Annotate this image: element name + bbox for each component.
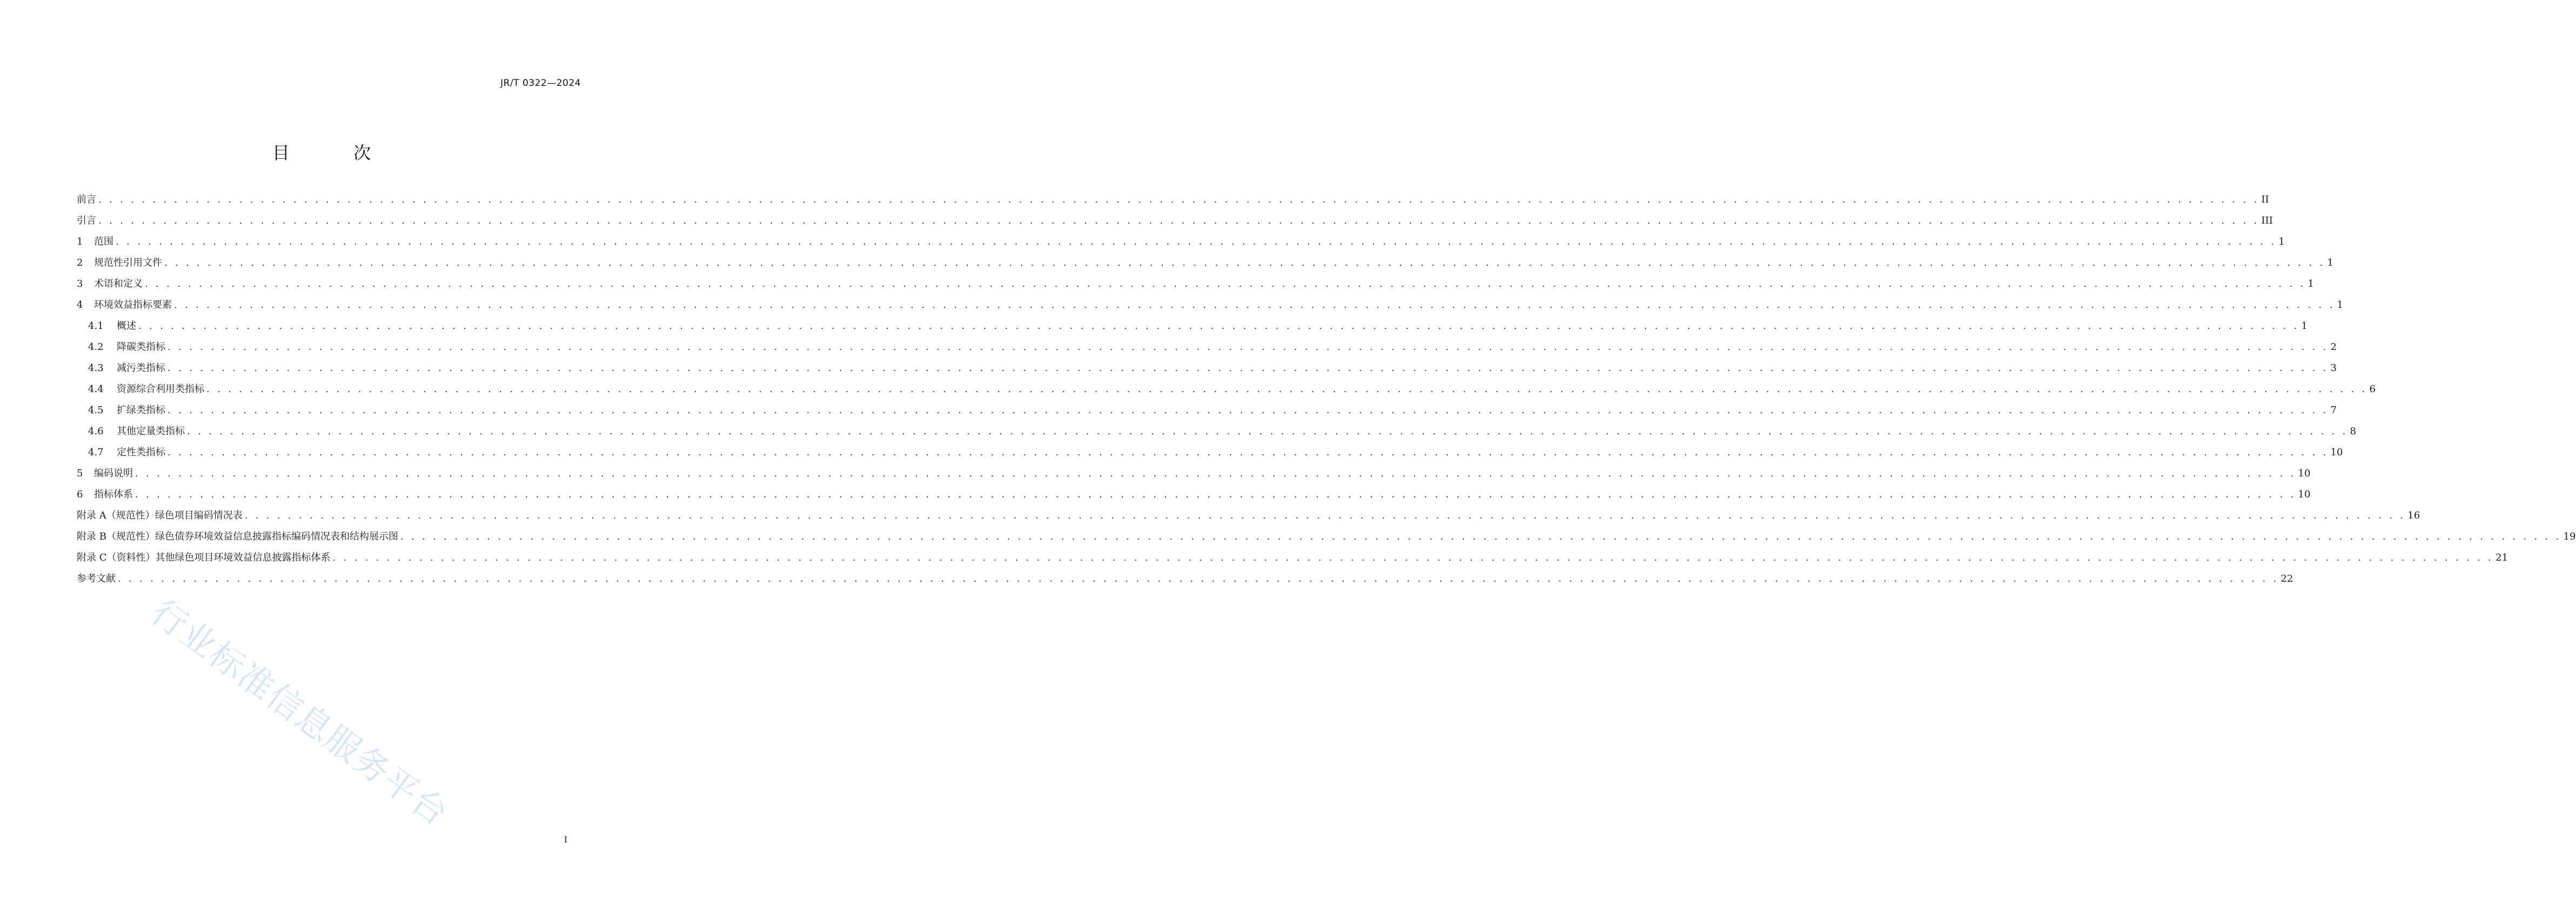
standard-code: JR/T 0322—2024 bbox=[500, 78, 581, 89]
toc-entry-page: 3 bbox=[2330, 362, 2337, 374]
toc-entry-label: 其他定量类指标 bbox=[117, 426, 185, 437]
toc-dot-leader: . . . . . . . . . . . . . . . . . . . . . . . . . . . . . . . . . . . . . . . . . . . . . . . . . . . . . . . . . . . . . . . . . . . . . . . . . . . . . . . . . . . . . . . . . . . . . . . . . . . . . . . . . . . . . . . . . . . . . . . . . . . . . . . . . . . . . . . . . . . . . . . . . . . . . . . . . . . . . . . . . . . . . . . . . . . . . . . . . . . . . . . . . . . . . . . . . . . . . . . . bbox=[116, 236, 2277, 247]
toc-entry-label: 规范性引用文件 bbox=[94, 257, 162, 268]
toc-entry-page: 10 bbox=[2298, 489, 2311, 500]
toc-entry-page: 1 bbox=[2278, 236, 2285, 247]
toc-entry-label: 资源综合利用类指标 bbox=[117, 383, 204, 395]
toc-entry-label: 附录 A（规范性）绿色项目编码情况表 bbox=[77, 510, 243, 521]
toc-entry-label: 定性类指标 bbox=[117, 447, 165, 458]
page-number: I bbox=[564, 834, 567, 845]
toc-entry-number: 6 bbox=[77, 489, 83, 500]
toc-dot-leader: . . . . . . . . . . . . . . . . . . . . . . . . . . . . . . . . . . . . . . . . . . . . . . . . . . . . . . . . . . . . . . . . . . . . . . . . . . . . . . . . . . . . . . . . . . . . . . . . . . . . . . . . . . . . . . . . . . . . . . . . . . . . . . . . . . . . . . . . . . . . . . . . . . . . . . . . . . . . . . . . . . . . . . . . . . . . . . . . . . . . . . . . . . . . . . . . . . . . . . . . bbox=[138, 320, 2299, 332]
toc-entry[interactable] bbox=[77, 299, 2344, 320]
toc-entry-number: 2 bbox=[77, 257, 83, 268]
toc-entry[interactable] bbox=[77, 320, 2308, 341]
toc-entry-page: 10 bbox=[2298, 468, 2311, 479]
toc-entry-number: 4.1 bbox=[88, 320, 104, 332]
toc-dot-leader: . . . . . . . . . . . . . . . . . . . . . . . . . . . . . . . . . . . . . . . . . . . . . . . . . . . . . . . . . . . . . . . . . . . . . . . . . . . . . . . . . . . . . . . . . . . . . . . . . . . . . . . . . . . . . . . . . . . . . . . . . . . . . . . . . . . . . . . . . . . . . . . . . . . . . . . . . . . . . . . . . . . . . . . . . . . . . . . . . . . . . . . . . . . . . . . . . . . . . . . . bbox=[98, 215, 2259, 226]
toc-entry[interactable] bbox=[77, 214, 2273, 235]
toc-entry-number: 1 bbox=[77, 236, 83, 247]
toc-entry[interactable] bbox=[77, 530, 2576, 551]
toc-entry-number: 4 bbox=[77, 299, 83, 311]
toc-dot-leader: . . . . . . . . . . . . . . . . . . . . . . . . . . . . . . . . . . . . . . . . . . . . . . . . . . . . . . . . . . . . . . . . . . . . . . . . . . . . . . . . . . . . . . . . . . . . . . . . . . . . . . . . . . . . . . . . . . . . . . . . . . . . . . . . . . . . . . . . . . . . . . . . . . . . . . . . . . . . . . . . . . . . . . . . . . . . . . . . . . . . . . . . . . . . . . . . . . . . . . . . bbox=[244, 510, 2406, 521]
toc-dot-leader: . . . . . . . . . . . . . . . . . . . . . . . . . . . . . . . . . . . . . . . . . . . . . . . . . . . . . . . . . . . . . . . . . . . . . . . . . . . . . . . . . . . . . . . . . . . . . . . . . . . . . . . . . . . . . . . . . . . . . . . . . . . . . . . . . . . . . . . . . . . . . . . . . . . . . . . . . . . . . . . . . . . . . . . . . . . . . . . . . . . . . . . . . . . . . . . . . . . . . . . . bbox=[168, 362, 2329, 374]
toc-entry-number: 4.4 bbox=[88, 383, 104, 395]
toc-entry[interactable] bbox=[77, 467, 2311, 488]
toc-entry-page: 10 bbox=[2330, 447, 2343, 458]
toc-entry-label: 概述 bbox=[117, 320, 136, 332]
toc-entry-number: 4.7 bbox=[88, 447, 104, 458]
toc-entry-page: 21 bbox=[2495, 552, 2508, 563]
toc-entry-page: III bbox=[2261, 215, 2273, 226]
toc-entry-page: 8 bbox=[2350, 426, 2357, 437]
toc-entry[interactable] bbox=[77, 573, 2293, 594]
toc-dot-leader: . . . . . . . . . . . . . . . . . . . . . . . . . . . . . . . . . . . . . . . . . . . . . . . . . . . . . . . . . . . . . . . . . . . . . . . . . . . . . . . . . . . . . . . . . . . . . . . . . . . . . . . . . . . . . . . . . . . . . . . . . . . . . . . . . . . . . . . . . . . . . . . . . . . . . . . . . . . . . . . . . . . . . . . . . . . . . . . . . . . . . . . . . . . . . . . . . . . . . . . . bbox=[174, 299, 2335, 311]
toc-entry[interactable] bbox=[77, 257, 2334, 278]
toc-dot-leader: . . . . . . . . . . . . . . . . . . . . . . . . . . . . . . . . . . . . . . . . . . . . . . . . . . . . . . . . . . . . . . . . . . . . . . . . . . . . . . . . . . . . . . . . . . . . . . . . . . . . . . . . . . . . . . . . . . . . . . . . . . . . . . . . . . . . . . . . . . . . . . . . . . . . . . . . . . . . . . . . . . . . . . . . . . . . . . . . . . . . . . . . . . . . . . . . . . . . . . . . bbox=[135, 468, 2296, 479]
toc-entry[interactable] bbox=[77, 509, 2420, 530]
toc-entry-label: 指标体系 bbox=[94, 489, 133, 500]
toc-dot-leader: . . . . . . . . . . . . . . . . . . . . . . . . . . . . . . . . . . . . . . . . . . . . . . . . . . . . . . . . . . . . . . . . . . . . . . . . . . . . . . . . . . . . . . . . . . . . . . . . . . . . . . . . . . . . . . . . . . . . . . . . . . . . . . . . . . . . . . . . . . . . . . . . . . . . . . . . . . . . . . . . . . . . . . . . . . . . . . . . . . . . . . . . . . . . . . . . . . . . . . . . bbox=[145, 278, 2306, 289]
toc-entry-page: 2 bbox=[2330, 341, 2337, 353]
toc-entry-label: 环境效益指标要素 bbox=[94, 299, 172, 311]
toc-entry-number: 4.3 bbox=[88, 362, 104, 374]
toc-entry-label: 减污类指标 bbox=[117, 362, 165, 374]
toc-entry-number: 4.5 bbox=[88, 405, 104, 416]
toc-entry[interactable] bbox=[77, 404, 2337, 425]
toc-entry[interactable] bbox=[77, 193, 2269, 214]
toc-dot-leader: . . . . . . . . . . . . . . . . . . . . . . . . . . . . . . . . . . . . . . . . . . . . . . . . . . . . . . . . . . . . . . . . . . . . . . . . . . . . . . . . . . . . . . . . . . . . . . . . . . . . . . . . . . . . . . . . . . . . . . . . . . . . . . . . . . . . . . . . . . . . . . . . . . . . . . . . . . . . . . . . . . . . . . . . . . . . . . . . . . . . . . . . . . . . . . . . . . . . . . . . bbox=[206, 383, 2367, 395]
toc-entry-number: 5 bbox=[77, 468, 83, 479]
toc-entry-label: 引言 bbox=[77, 215, 96, 226]
toc-entry[interactable] bbox=[77, 341, 2337, 362]
toc-entry-number: 3 bbox=[77, 278, 83, 289]
toc-dot-leader: . . . . . . . . . . . . . . . . . . . . . . . . . . . . . . . . . . . . . . . . . . . . . . . . . . . . . . . . . . . . . . . . . . . . . . . . . . . . . . . . . . . . . . . . . . . . . . . . . . . . . . . . . . . . . . . . . . . . . . . . . . . . . . . . . . . . . . . . . . . . . . . . . . . . . . . . . . . . . . . . . . . . . . . . . . . . . . . . . . . . . . . . . . . . . . . . . . . . . . . . bbox=[187, 426, 2348, 437]
toc-entry[interactable] bbox=[77, 425, 2357, 446]
toc-entry-page: 1 bbox=[2327, 257, 2334, 268]
page-title: 目 次 bbox=[272, 143, 400, 163]
toc-dot-leader: . . . . . . . . . . . . . . . . . . . . . . . . . . . . . . . . . . . . . . . . . . . . . . . . . . . . . . . . . . . . . . . . . . . . . . . . . . . . . . . . . . . . . . . . . . . . . . . . . . . . . . . . . . . . . . . . . . . . . . . . . . . . . . . . . . . . . . . . . . . . . . . . . . . . . . . . . . . . . . . . . . . . . . . . . . . . . . . . . . . . . . . . . . . . . . . . . . . . . . . . bbox=[164, 257, 2325, 268]
toc-dot-leader: . . . . . . . . . . . . . . . . . . . . . . . . . . . . . . . . . . . . . . . . . . . . . . . . . . . . . . . . . . . . . . . . . . . . . . . . . . . . . . . . . . . . . . . . . . . . . . . . . . . . . . . . . . . . . . . . . . . . . . . . . . . . . . . . . . . . . . . . . . . . . . . . . . . . . . . . . . . . . . . . . . . . . . . . . . . . . . . . . . . . . . . . . . . . . . . . . . . . . . . . bbox=[168, 405, 2329, 416]
toc-entry-label: 编码说明 bbox=[94, 468, 133, 479]
toc-entry-page: 1 bbox=[2307, 278, 2314, 289]
toc-dot-leader: . . . . . . . . . . . . . . . . . . . . . . . . . . . . . . . . . . . . . . . . . . . . . . . . . . . . . . . . . . . . . . . . . . . . . . . . . . . . . . . . . . . . . . . . . . . . . . . . . . . . . . . . . . . . . . . . . . . . . . . . . . . . . . . . . . . . . . . . . . . . . . . . . . . . . . . . . . . . . . . . . . . . . . . . . . . . . . . . . . . . . . . . . . . . . . . . . . . . . . . . bbox=[332, 552, 2494, 563]
watermark: 行业标准信息服务平台 bbox=[143, 592, 456, 834]
toc-entry[interactable] bbox=[77, 488, 2311, 509]
toc-dot-leader: . . . . . . . . . . . . . . . . . . . . . . . . . . . . . . . . . . . . . . . . . . . . . . . . . . . . . . . . . . . . . . . . . . . . . . . . . . . . . . . . . . . . . . . . . . . . . . . . . . . . . . . . . . . . . . . . . . . . . . . . . . . . . . . . . . . . . . . . . . . . . . . . . . . . . . . . . . . . . . . . . . . . . . . . . . . . . . . . . . . . . . . . . . . . . . . . . . . . . . . . bbox=[135, 489, 2296, 500]
toc-entry-page: 19 bbox=[2563, 531, 2576, 542]
toc-entry[interactable] bbox=[77, 551, 2508, 573]
toc-entry[interactable] bbox=[77, 362, 2337, 383]
toc-entry[interactable] bbox=[77, 446, 2343, 467]
toc-dot-leader: . . . . . . . . . . . . . . . . . . . . . . . . . . . . . . . . . . . . . . . . . . . . . . . . . . . . . . . . . . . . . . . . . . . . . . . . . . . . . . . . . . . . . . . . . . . . . . . . . . . . . . . . . . . . . . . . . . . . . . . . . . . . . . . . . . . . . . . . . . . . . . . . . . . . . . . . . . . . . . . . . . . . . . . . . . . . . . . . . . . . . . . . . . . . . . . . . . . . . . . . bbox=[118, 573, 2279, 584]
toc-entry-label: 附录 C（资料性）其他绿色项目环境效益信息披露指标体系 bbox=[77, 552, 331, 563]
toc-entry-label: 附录 B（规范性）绿色债券环境效益信息披露指标编码情况表和结构展示图 bbox=[77, 531, 398, 542]
toc-entry-label: 范围 bbox=[94, 236, 113, 247]
toc-entry-number: 4.6 bbox=[88, 426, 104, 437]
toc-dot-leader: . . . . . . . . . . . . . . . . . . . . . . . . . . . . . . . . . . . . . . . . . . . . . . . . . . . . . . . . . . . . . . . . . . . . . . . . . . . . . . . . . . . . . . . . . . . . . . . . . . . . . . . . . . . . . . . . . . . . . . . . . . . . . . . . . . . . . . . . . . . . . . . . . . . . . . . . . . . . . . . . . . . . . . . . . . . . . . . . . . . . . . . . . . . . . . . . . . . . . . . . bbox=[168, 341, 2329, 353]
toc-entry-page: 16 bbox=[2407, 510, 2420, 521]
toc-entry-number: 4.2 bbox=[88, 341, 104, 353]
toc-dot-leader: . . . . . . . . . . . . . . . . . . . . . . . . . . . . . . . . . . . . . . . . . . . . . . . . . . . . . . . . . . . . . . . . . . . . . . . . . . . . . . . . . . . . . . . . . . . . . . . . . . . . . . . . . . . . . . . . . . . . . . . . . . . . . . . . . . . . . . . . . . . . . . . . . . . . . . . . . . . . . . . . . . . . . . . . . . . . . . . . . . . . . . . . . . . . . . . . . . . . . . . . bbox=[400, 531, 2561, 542]
toc-entry-page: 1 bbox=[2301, 320, 2308, 332]
toc-entry-page: 22 bbox=[2280, 573, 2293, 584]
toc-entry-page: 1 bbox=[2337, 299, 2344, 311]
table-of-contents bbox=[77, 193, 2576, 594]
toc-entry[interactable] bbox=[77, 235, 2285, 257]
toc-entry-label: 降碳类指标 bbox=[117, 341, 165, 353]
toc-entry-page: 6 bbox=[2369, 383, 2376, 395]
toc-dot-leader: . . . . . . . . . . . . . . . . . . . . . . . . . . . . . . . . . . . . . . . . . . . . . . . . . . . . . . . . . . . . . . . . . . . . . . . . . . . . . . . . . . . . . . . . . . . . . . . . . . . . . . . . . . . . . . . . . . . . . . . . . . . . . . . . . . . . . . . . . . . . . . . . . . . . . . . . . . . . . . . . . . . . . . . . . . . . . . . . . . . . . . . . . . . . . . . . . . . . . . . . bbox=[168, 447, 2329, 458]
toc-entry-label: 前言 bbox=[77, 194, 96, 205]
toc-entry-page: 7 bbox=[2330, 405, 2337, 416]
toc-entry[interactable] bbox=[77, 278, 2314, 299]
toc-entry-label: 扩绿类指标 bbox=[117, 405, 165, 416]
toc-entry-label: 术语和定义 bbox=[94, 278, 143, 289]
toc-entry-label: 参考文献 bbox=[77, 573, 116, 584]
toc-entry[interactable] bbox=[77, 383, 2376, 404]
toc-entry-page: II bbox=[2261, 194, 2269, 205]
toc-dot-leader: . . . . . . . . . . . . . . . . . . . . . . . . . . . . . . . . . . . . . . . . . . . . . . . . . . . . . . . . . . . . . . . . . . . . . . . . . . . . . . . . . . . . . . . . . . . . . . . . . . . . . . . . . . . . . . . . . . . . . . . . . . . . . . . . . . . . . . . . . . . . . . . . . . . . . . . . . . . . . . . . . . . . . . . . . . . . . . . . . . . . . . . . . . . . . . . . . . . . . . . . bbox=[98, 194, 2259, 205]
